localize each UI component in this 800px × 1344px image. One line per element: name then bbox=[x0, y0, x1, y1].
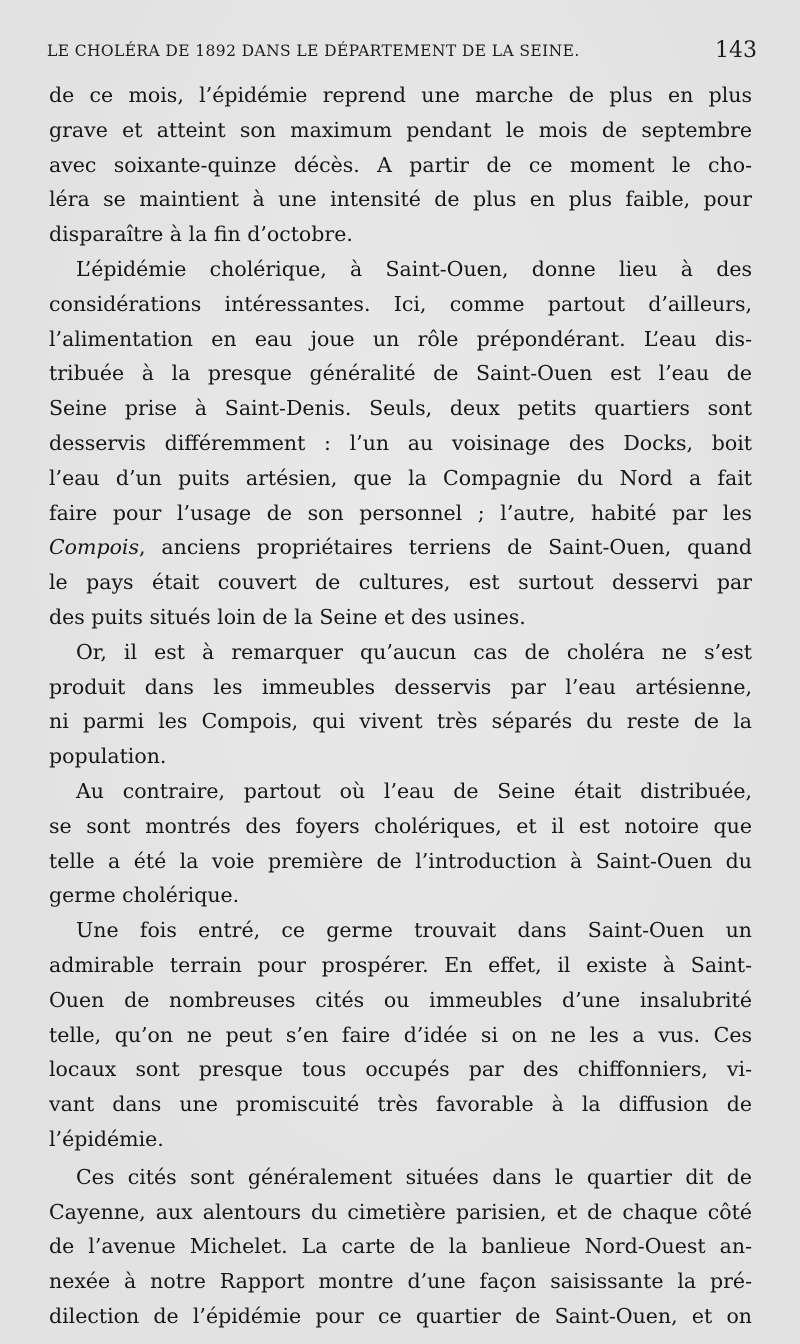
text-line: Une fois entré, ce germe trouvait dans Saint-Ouen un bbox=[76, 918, 752, 943]
text-line: grave et atteint son maximum pendant le mois de septembre bbox=[49, 117, 752, 142]
text-line: produit dans les immeubles desservis par l’eau artésienne, bbox=[49, 674, 752, 699]
text-line: de ce mois, l’épidémie reprend une marche de plus en plus bbox=[49, 83, 752, 107]
text-line: Au contraire, partout où l’eau de Seine était distribuée, bbox=[76, 778, 752, 803]
text-line: considérations intéressantes. Ici, comme partout d’ailleurs, bbox=[49, 291, 752, 316]
body-text bbox=[49, 78, 752, 1334]
text-line: telle, qu’on ne peut s’en faire d’idée si on ne les a vus. Ces bbox=[49, 1022, 752, 1047]
running-head bbox=[47, 38, 757, 68]
text-line: vant dans une promiscuité très favorable à la diffusion de bbox=[49, 1092, 752, 1117]
text-line: nexée à notre Rapport montre d’une façon saisissante la pré- bbox=[49, 1269, 752, 1294]
text-line: locaux sont presque tous occupés par des chiffonniers, vi- bbox=[49, 1057, 752, 1082]
text-line: Ces cités sont généralement situées dans le quartier dit de bbox=[76, 1164, 752, 1189]
text-line: tribuée à la presque généralité de Saint-Ouen est l’eau de bbox=[49, 361, 752, 386]
text-line: population. bbox=[49, 744, 167, 769]
text-line: admirable terrain pour prospérer. En effet, il existe à Saint- bbox=[49, 952, 752, 977]
text-line: l’alimentation en eau joue un rôle prépondérant. L’eau dis- bbox=[49, 326, 752, 351]
text-line: Or, il est à remarquer qu’aucun cas de choléra ne s’est bbox=[76, 639, 752, 664]
text-line bbox=[49, 530, 752, 565]
text-line: Ouen de nombreuses cités ou immeubles d’une insalubrité bbox=[49, 987, 752, 1012]
page-number: 143 bbox=[715, 38, 757, 63]
text-line: Cayenne, aux alentours du cimetière parisien, et de chaque côté bbox=[49, 1199, 752, 1224]
text-line: avec soixante-quinze décès. A partir de ce moment le cho- bbox=[49, 152, 752, 177]
text-line: L’épidémie cholérique, à Saint-Ouen, donne lieu à des bbox=[76, 256, 752, 281]
text-line: des puits situés loin de la Seine et des usines. bbox=[49, 604, 526, 629]
text-line: desservis différemment : l’un au voisinage des Docks, boit bbox=[49, 430, 752, 455]
text-line: dilection de l’épidémie pour ce quartier de Saint-Ouen, et on bbox=[49, 1303, 752, 1328]
text-line: le pays était couvert de cultures, est surtout desservi par bbox=[49, 570, 752, 595]
text-line: léra se maintient à une intensité de plus en plus faible, pour bbox=[49, 187, 752, 212]
text-line: germe cholérique. bbox=[49, 883, 240, 908]
text-line-rest: , anciens propriétaires terriens de Saint-Ouen, quand bbox=[139, 535, 752, 560]
text-line: disparaître à la fin d’octobre. bbox=[49, 222, 353, 247]
text-line: se sont montrés des foyers cholériques, et il est notoire que bbox=[49, 813, 752, 838]
running-title: LE CHOLÉRA DE 1892 DANS LE DÉPARTEMENT DE LA SEINE. bbox=[47, 42, 580, 60]
text-line: l’eau d’un puits artésien, que la Compagnie du Nord a fait bbox=[49, 465, 752, 490]
text-line: de l’avenue Michelet. La carte de la banlieue Nord-Ouest an- bbox=[49, 1234, 752, 1259]
italic-term: Compois bbox=[49, 535, 140, 560]
text-line: Seine prise à Saint-Denis. Seuls, deux petits quartiers sont bbox=[49, 396, 752, 421]
text-line: l’épidémie. bbox=[49, 1126, 164, 1151]
text-line: telle a été la voie première de l’introduction à Saint-Ouen du bbox=[49, 848, 752, 873]
text-line: ni parmi les Compois, qui vivent très séparés du reste de la bbox=[49, 709, 752, 734]
text-line: faire pour l’usage de son personnel ; l’autre, habité par les bbox=[49, 500, 752, 525]
